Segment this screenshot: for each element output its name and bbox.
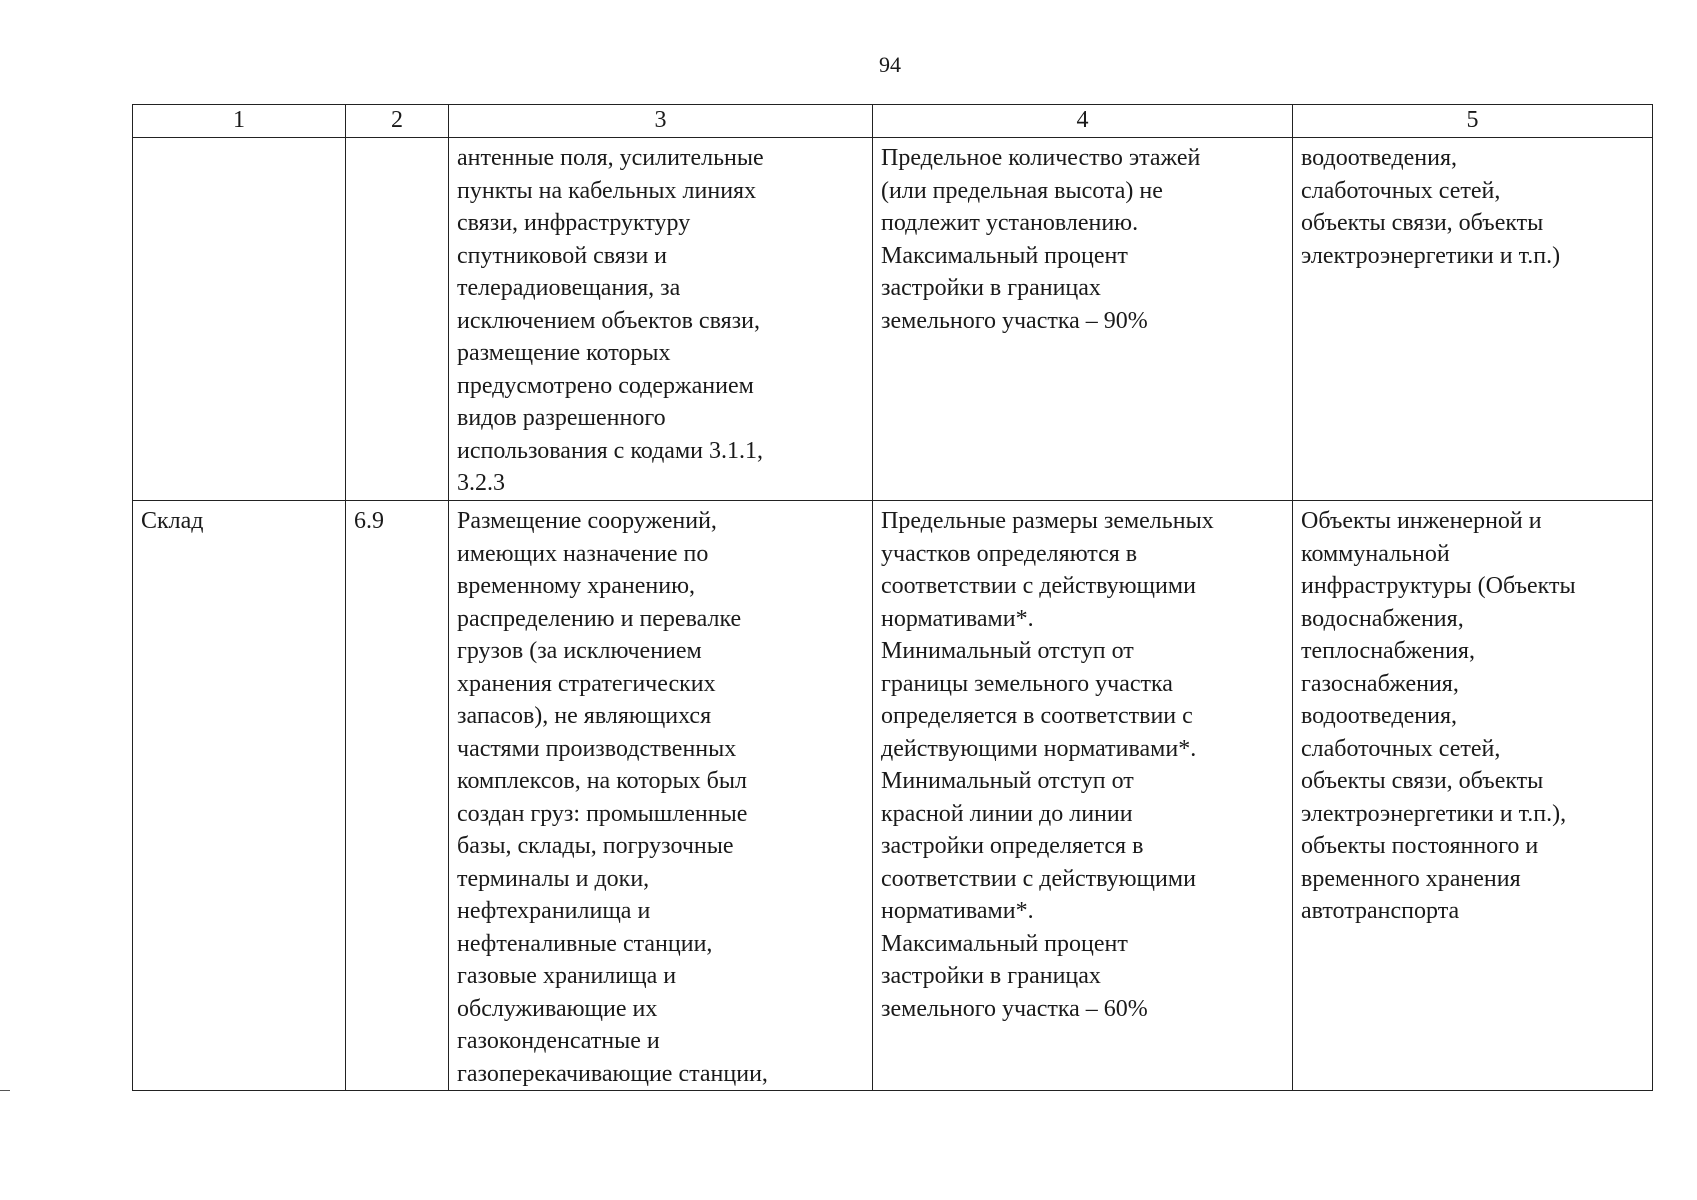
cell-text: Объекты инженерной и коммунальной инфраструктуры (Объекты водоснабжения, теплоснабжения, газоснабжения, водоотведения, слаботочных сетей, объекты связи, объекты электроэнергетики и т.п.), объекты постоянного и временного хранения автотранспорта [1301, 508, 1576, 924]
cell-text: 6.9 [354, 508, 384, 534]
cell-text: Склад [141, 508, 204, 534]
cell-use-description [449, 501, 873, 1091]
table-row [133, 501, 1653, 1091]
cell-use-name [133, 138, 346, 501]
cell-text: Предельное количество этажей (или предельная высота) не подлежит установлению. Максимальный процент застройки в границах земельного участка – 90% [881, 145, 1201, 334]
cell-text: Размещение сооружений, имеющих назначение по временному хранению, распределению и перевалке грузов (за исключением хранения стратегических запасов), не являющихся частями производственных комплексов, на которых был создан груз: промышленные базы, склады, погрузочные терминалы и доки, нефтехранилища и нефтеналивные станции, газовые хранилища и обслуживающие их газоконденсатные и газоперекачивающие станции, [457, 508, 768, 1087]
cell-text: антенные поля, усилительные пункты на кабельных линиях связи, инфраструктуру спутниковой связи и телерадиовещания, за исключением объектов связи, размещение которых предусмотрено содержанием видов разрешенного использования с кодами 3.1.1, 3.2.3 [457, 145, 764, 496]
header-col-5: 5 [1293, 105, 1653, 138]
cell-auxiliary [1293, 138, 1653, 501]
cell-auxiliary [1293, 501, 1653, 1091]
cell-text: водоотведения, слаботочных сетей, объекты связи, объекты электроэнергетики и т.п.) [1301, 145, 1561, 269]
table-header-row [133, 105, 1653, 138]
zoning-table [132, 104, 1653, 1091]
margin-mark [0, 1090, 10, 1091]
cell-use-code [346, 501, 449, 1091]
header-col-4: 4 [873, 105, 1293, 138]
page-number: 94 [879, 52, 901, 77]
header-col-1: 1 [133, 105, 346, 138]
cell-limits [873, 138, 1293, 501]
header-col-3: 3 [449, 105, 873, 138]
cell-use-description [449, 138, 873, 501]
cell-use-code [346, 138, 449, 501]
cell-use-name [133, 501, 346, 1091]
table-row [133, 138, 1653, 501]
header-col-2: 2 [346, 105, 449, 138]
cell-text: Предельные размеры земельных участков определяются в соответствии с действующими нормативами*. Минимальный отступ от границы земельного участка определяется в соответствии с действующими нормативами*. Минимальный отступ от красной линии до линии застройки определяется в соответствии с действующими нормативами*. Максимальный процент застройки в границах земельного участка – 60% [881, 508, 1214, 1022]
cell-limits [873, 501, 1293, 1091]
